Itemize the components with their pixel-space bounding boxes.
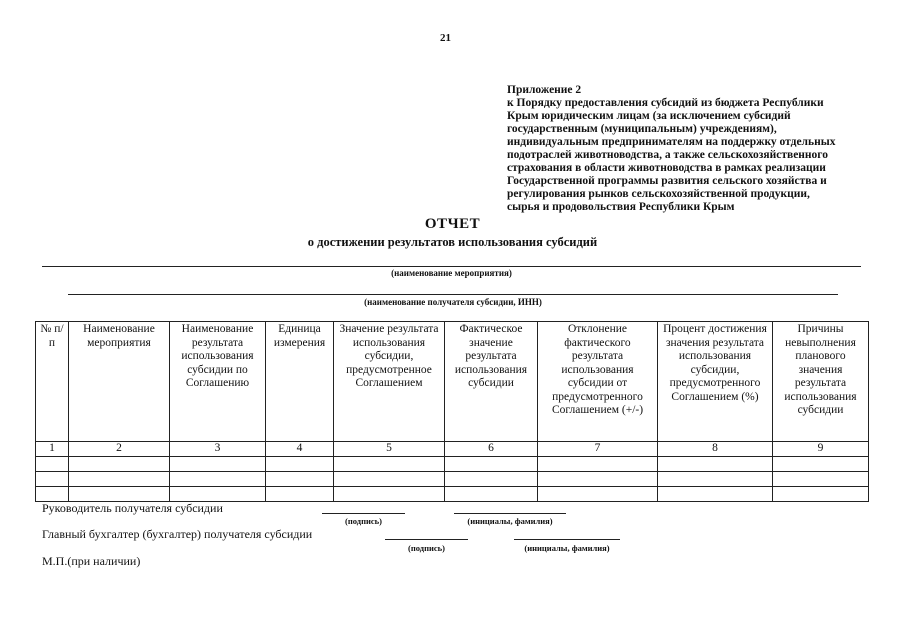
annex-line: индивидуальным предпринимателям на поддержку отдельных	[507, 136, 836, 148]
column-number: 9	[773, 442, 869, 457]
head-signature-caption: (подпись)	[345, 516, 382, 526]
report-subtitle: о достижении результатов использования субсидий	[307, 235, 598, 249]
recipient-name-line[interactable]	[68, 294, 838, 295]
column-number: 1	[36, 442, 69, 457]
col-header-planned-value: Значение результата использования субсидии, предусмотренное Соглашением	[334, 322, 445, 442]
page-number: 21	[440, 32, 451, 44]
table-cell[interactable]	[658, 486, 773, 501]
annex-title: Приложение 2	[507, 84, 582, 96]
col-header-reasons: Причины невыполнения планового значения результата использования субсидии	[773, 322, 869, 442]
table-row	[36, 456, 869, 471]
col-header-percent: Процент достижения значения результата использования субсидии, предусмотренного Соглашением (%)	[658, 322, 773, 442]
table-cell[interactable]	[773, 486, 869, 501]
recipient-name-caption: (наименование получателя субсидии, ИНН)	[364, 297, 542, 307]
column-number: 5	[334, 442, 445, 457]
table-cell[interactable]	[445, 486, 538, 501]
table-cell[interactable]	[538, 471, 658, 486]
head-signature-line[interactable]	[322, 513, 405, 514]
column-number: 6	[445, 442, 538, 457]
annex-line: Государственной программы развития сельского хозяйства и	[507, 175, 827, 187]
accountant-signature-caption: (подпись)	[408, 543, 445, 553]
annex-line: подотраслей животноводства, а также сельскохозяйственного	[507, 149, 828, 161]
event-name-caption: (наименование мероприятия)	[391, 268, 512, 278]
col-header-number: № п/п	[36, 322, 69, 442]
table-cell[interactable]	[658, 456, 773, 471]
table-cell[interactable]	[445, 456, 538, 471]
col-header-actual-value: Фактическое значение результата использования субсидии	[445, 322, 538, 442]
table-cell[interactable]	[170, 471, 266, 486]
table-cell[interactable]	[170, 486, 266, 501]
head-signature-label: Руководитель получателя субсидии	[42, 501, 223, 515]
stamp-label: М.П.(при наличии)	[42, 554, 141, 568]
accountant-signature-line[interactable]	[385, 539, 468, 540]
table-row	[36, 471, 869, 486]
column-number: 3	[170, 442, 266, 457]
table-cell[interactable]	[445, 471, 538, 486]
annex-line: регулирования рынков сельскохозяйственной продукции,	[507, 188, 810, 200]
head-initials-line[interactable]	[454, 513, 566, 514]
col-header-deviation: Отклонение фактического результата использования субсидии от предусмотренного Соглашением (+/-)	[538, 322, 658, 442]
table-cell[interactable]	[36, 456, 69, 471]
annex-text	[507, 97, 902, 214]
table-cell[interactable]	[538, 456, 658, 471]
table-cell[interactable]	[658, 471, 773, 486]
accountant-initials-line[interactable]	[514, 539, 620, 540]
annex-line: к Порядку предоставления субсидий из бюджета Республики	[507, 97, 824, 109]
table-row	[36, 486, 869, 501]
col-header-result-name: Наименование результата использования субсидии по Соглашению	[170, 322, 266, 442]
column-number: 4	[266, 442, 334, 457]
table-cell[interactable]	[69, 471, 170, 486]
annex-line: государственным (муниципальным) учреждениям),	[507, 123, 777, 135]
table-cell[interactable]	[334, 471, 445, 486]
annex-line: Крым юридическим лицам (за исключением субсидий	[507, 110, 791, 122]
table-cell[interactable]	[170, 456, 266, 471]
table-cell[interactable]	[266, 456, 334, 471]
table-header-row	[36, 322, 869, 442]
table-cell[interactable]	[773, 471, 869, 486]
annex-line: страхования в области животноводства в рамках реализации	[507, 162, 826, 174]
annex-line: сырья и продовольствия Республики Крым	[507, 201, 735, 213]
event-name-line[interactable]	[42, 266, 861, 267]
report-table	[35, 321, 869, 502]
table-cell[interactable]	[334, 456, 445, 471]
column-number: 2	[69, 442, 170, 457]
column-number: 7	[538, 442, 658, 457]
table-cell[interactable]	[538, 486, 658, 501]
column-number: 8	[658, 442, 773, 457]
table-cell[interactable]	[69, 486, 170, 501]
head-initials-caption: (инициалы, фамилия)	[467, 516, 553, 526]
col-header-unit: Единица измерения	[266, 322, 334, 442]
table-cell[interactable]	[334, 486, 445, 501]
accountant-signature-label: Главный бухгалтер (бухгалтер) получателя субсидии	[42, 527, 313, 541]
column-number-row	[36, 442, 869, 457]
col-header-event: Наименование мероприятия	[69, 322, 170, 442]
report-title: ОТЧЕТ	[424, 216, 481, 232]
table-cell[interactable]	[69, 456, 170, 471]
table-cell[interactable]	[266, 471, 334, 486]
table-cell[interactable]	[266, 486, 334, 501]
table-cell[interactable]	[773, 456, 869, 471]
table-cell[interactable]	[36, 486, 69, 501]
accountant-initials-caption: (инициалы, фамилия)	[524, 543, 610, 553]
table-cell[interactable]	[36, 471, 69, 486]
